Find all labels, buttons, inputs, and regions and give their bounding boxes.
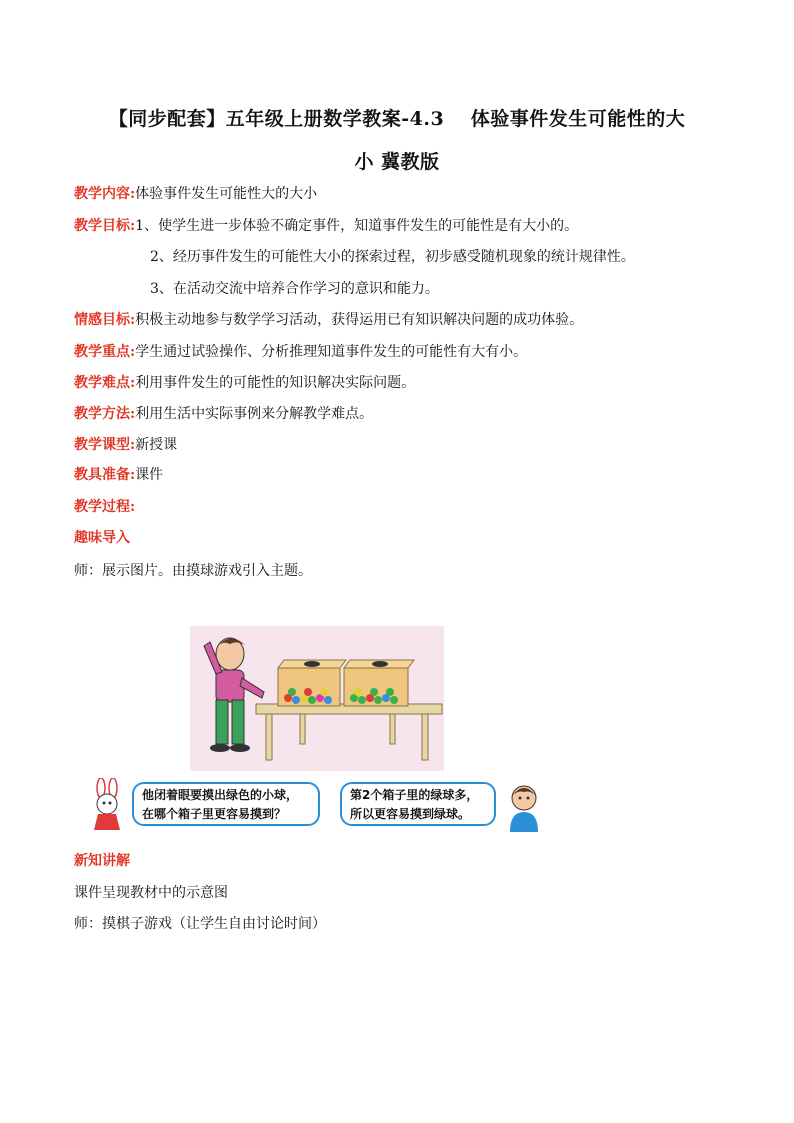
speech-bubble-answer <box>340 782 496 826</box>
speech-bubble-question <box>132 782 320 826</box>
dialogue-strip <box>88 774 550 832</box>
bubble-text: 所以更容易摸到绿球。 <box>350 807 471 821</box>
section-new-line2: 师：摸棋子游戏（让学生自由讨论时间） <box>74 916 326 932</box>
row-label: 教学内容: <box>74 186 136 202</box>
bubble-text: 他闭着眼要摸出绿色的小球， <box>142 788 299 802</box>
box-2 <box>344 660 414 706</box>
bubble-text: 第2个箱子里的绿球多， <box>350 788 479 802</box>
info-row-content <box>74 184 317 204</box>
info-row-tools <box>74 465 163 485</box>
boy-avatar-icon <box>504 780 544 832</box>
section-new-line1: 课件呈现教材中的示意图 <box>74 885 228 901</box>
row-text: 课件 <box>135 467 164 483</box>
row-text: 新授课 <box>135 437 178 453</box>
section-heading-intro: 趣味导入 <box>74 530 130 546</box>
info-row-emotion <box>74 310 583 330</box>
doc-title-line2: 小 冀教版 <box>354 151 440 173</box>
row-label: 教学方法: <box>74 406 136 422</box>
boy-figure <box>204 638 264 752</box>
row-label: 教学难点: <box>74 375 136 391</box>
row-text: 利用事件发生的可能性的知识解决实际问题。 <box>135 375 416 391</box>
row-text: 3、在活动交流中培养合作学习的意识和能力。 <box>150 281 439 297</box>
info-row-process <box>74 497 135 517</box>
info-row-key-point <box>74 342 527 362</box>
row-text: 学生通过试验操作、分析推理知道事件发生的可能性有大有小。 <box>135 344 528 360</box>
info-row-difficulty <box>74 373 415 393</box>
row-label: 教具准备: <box>74 467 136 483</box>
row-label: 教学重点: <box>74 344 136 360</box>
box-1 <box>278 660 346 706</box>
row-label: 教学过程: <box>74 499 136 515</box>
row-text: 1、使学生进一步体验不确定事件，知道事件发生的可能性是有大小的。 <box>135 218 579 234</box>
row-text: 2、经历事件发生的可能性大小的探索过程，初步感受随机现象的统计规律性。 <box>150 249 635 265</box>
row-text: 利用生活中实际事例来分解教学难点。 <box>135 406 374 422</box>
row-label: 情感目标: <box>74 312 136 328</box>
row-label: 教学目标: <box>74 218 136 234</box>
ball-box-drawing <box>190 626 444 771</box>
info-row-lesson-type <box>74 435 177 455</box>
row-label: 教学课型: <box>74 437 136 453</box>
table <box>256 704 442 760</box>
ball-box-illustration <box>190 626 444 771</box>
bubble-text: 在哪个箱子里更容易摸到？ <box>142 807 287 821</box>
info-row-goal-3 <box>150 279 439 299</box>
row-text: 体验事件发生可能性大的大小 <box>135 186 318 202</box>
info-row-method <box>74 404 373 424</box>
info-row-goal-2 <box>150 247 635 267</box>
doc-title-line1: 【同步配套】五年级上册数学教案-4.3 体验事件发生可能性的大 <box>108 108 686 130</box>
section-intro-text: 师：展示图片。由摸球游戏引入主题。 <box>74 563 312 579</box>
section-heading-new: 新知讲解 <box>74 853 130 869</box>
row-text: 积极主动地参与数学学习活动，获得运用已有知识解决问题的成功体验。 <box>135 312 584 328</box>
info-row-goal <box>74 216 578 236</box>
rabbit-icon <box>88 778 128 832</box>
